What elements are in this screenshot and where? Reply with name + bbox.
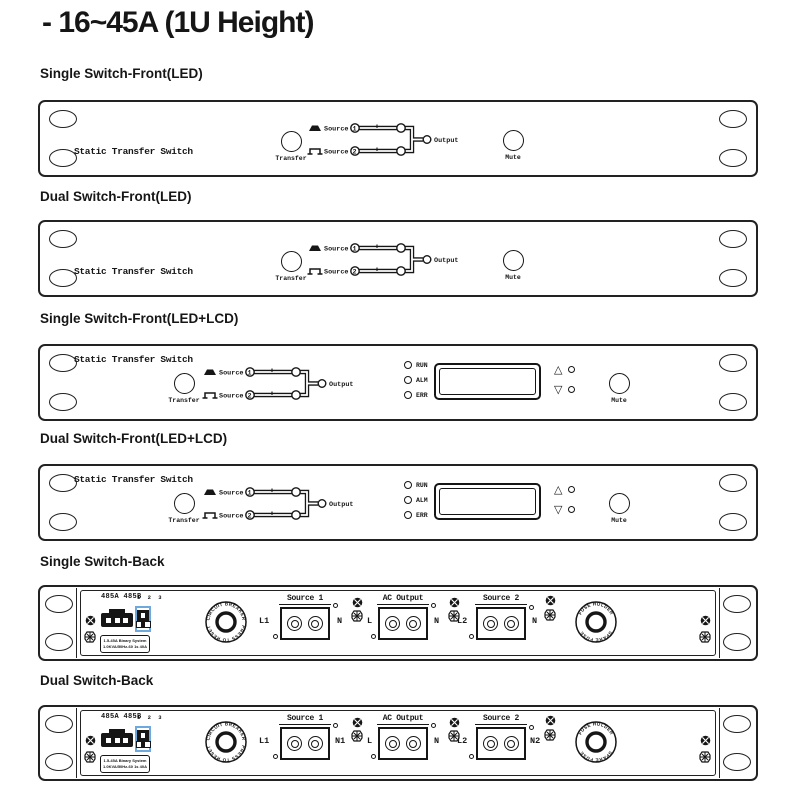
source2-label: Source 2 (324, 268, 357, 277)
source1-label: Source 1 (219, 369, 252, 378)
mute-button (503, 130, 524, 151)
mute-label: Mute (505, 154, 521, 161)
mounting-hole-icon (49, 269, 77, 287)
source1-label: Source 1 (279, 714, 331, 725)
ac-output-label: AC Output (377, 594, 429, 605)
alm-led-label: ALM (416, 497, 428, 504)
terminal-l1-label: L1 (259, 616, 270, 626)
knurl-screw-icon (84, 751, 96, 763)
mounting-hole-icon (49, 513, 77, 531)
terminal-l2-label: L2 (457, 736, 468, 746)
lcd-display (434, 363, 541, 400)
mounting-hole-icon (719, 354, 747, 372)
mounting-hole-icon (45, 595, 73, 613)
output-label: Output (329, 501, 354, 509)
section-heading-single-front-ledlcd: Single Switch-Front(LED+LCD) (40, 311, 239, 326)
device-name: Static Transfer Switch (74, 266, 193, 277)
terminal-n-label: N (434, 616, 440, 626)
mute-label: Mute (611, 517, 627, 524)
source2-icon (203, 393, 218, 398)
section-heading-single-front-led: Single Switch-Front(LED) (40, 66, 203, 81)
mounting-hole-icon (719, 269, 747, 287)
dip-switch (135, 726, 151, 752)
screw-hole-icon (469, 754, 474, 759)
fuse-text-top: FUSE HOLDER (577, 721, 615, 736)
rating-line2: 1.0KVA/50Hz-60 1s 40A (103, 764, 147, 769)
knurl-screw-icon (84, 631, 96, 643)
mimic-diagram (306, 118, 476, 164)
terminal-l-label: L (367, 616, 373, 626)
rs485-port-icon (101, 613, 133, 627)
screw-icon (449, 597, 460, 608)
section-heading-single-back: Single Switch-Back (40, 554, 165, 569)
mute-button (609, 493, 630, 514)
err-led-icon (404, 511, 412, 519)
source2-icon (308, 149, 323, 154)
source2-icon (308, 269, 323, 274)
screw-icon (449, 717, 460, 728)
alm-led-icon (404, 376, 412, 384)
source1-icon (309, 246, 321, 252)
screw-hole-icon (273, 634, 278, 639)
breaker-text-bottom: PRESS TO RESET (205, 744, 247, 763)
down-button (568, 506, 575, 513)
device-name: Static Transfer Switch (74, 474, 193, 485)
breaker-text-top: CIRCUIT BREAKER (205, 601, 247, 621)
mounting-hole-icon (49, 110, 77, 128)
source2-label: Source 2 (324, 148, 357, 157)
mounting-hole-icon (719, 110, 747, 128)
terminal-block-ac-output (378, 594, 428, 640)
screw-icon (352, 717, 363, 728)
mute-label: Mute (611, 397, 627, 404)
mounting-hole-icon (723, 633, 751, 651)
fuse-text-top: FUSE HOLDER (577, 601, 615, 616)
source1-label: Source 1 (279, 594, 331, 605)
mounting-hole-icon (719, 474, 747, 492)
terminal-block-source2 (476, 714, 526, 760)
terminal-l-label: L (367, 736, 373, 746)
fuse-text-bottom: SPARE FUSE (578, 750, 614, 763)
screw-hole-icon (333, 603, 338, 608)
source2-label: Source 2 (219, 392, 252, 401)
source1-icon (309, 126, 321, 132)
back-chassis (80, 710, 716, 776)
terminal-icon (483, 616, 498, 631)
run-led-label: RUN (416, 362, 428, 369)
terminal-block-source2 (476, 594, 526, 640)
knurl-screw-icon (544, 729, 556, 741)
transfer-button (174, 373, 195, 394)
rating-label (100, 755, 150, 773)
device-name: Static Transfer Switch (74, 354, 193, 365)
source1-label: Source 1 (324, 125, 357, 134)
mounting-hole-icon (49, 474, 77, 492)
mounting-hole-icon (49, 149, 77, 167)
transfer-button (281, 251, 302, 272)
circuit-breaker (204, 600, 248, 644)
circuit-breaker (204, 720, 248, 764)
terminal-icon (504, 616, 519, 631)
transfer-label: Transfer (168, 397, 200, 404)
screw-hole-icon (529, 725, 534, 730)
mounting-hole-icon (49, 230, 77, 248)
up-icon: △ (554, 363, 563, 376)
transfer-button (174, 493, 195, 514)
terminal-l2-label: L2 (457, 616, 468, 626)
knurl-screw-icon (351, 610, 363, 622)
rs485-label: 485A 485B (101, 713, 142, 721)
transfer-label: Transfer (275, 275, 307, 282)
up-button (568, 366, 575, 373)
mute-button (609, 373, 630, 394)
mounting-hole-icon (723, 715, 751, 733)
terminal-block-ac-output (378, 714, 428, 760)
page-title: - 16~45A (1U Height) (42, 6, 314, 39)
output-label: Output (434, 257, 459, 265)
section-heading-dual-back: Dual Switch-Back (40, 673, 154, 688)
terminal-n-label: N (337, 616, 343, 626)
knurl-screw-icon (544, 609, 556, 621)
back-chassis (80, 590, 716, 656)
rating-label (100, 635, 150, 653)
terminal-block-source1 (280, 594, 330, 640)
ear-divider (76, 708, 77, 778)
terminal-n-label: N (532, 616, 538, 626)
terminal-n2-label: N2 (530, 736, 541, 746)
down-button (568, 386, 575, 393)
screw-icon (700, 735, 711, 746)
alm-led-label: ALM (416, 377, 428, 384)
source2-label: Source 2 (475, 714, 527, 725)
mimic-diagram (201, 362, 371, 408)
source1-label: Source 1 (219, 489, 252, 498)
lcd-screen (439, 488, 536, 515)
mounting-hole-icon (45, 715, 73, 733)
source1-icon (204, 370, 216, 376)
mounting-hole-icon (719, 149, 747, 167)
source2-icon (203, 513, 218, 518)
terminal-icon (504, 736, 519, 751)
fuse-text-bottom: SPARE FUSE (578, 630, 614, 643)
err-led-label: ERR (416, 512, 428, 519)
screw-hole-icon (371, 634, 376, 639)
mounting-hole-icon (45, 753, 73, 771)
ear-divider (76, 588, 77, 658)
lcd-screen (439, 368, 536, 395)
mounting-hole-icon (719, 513, 747, 531)
screw-icon (85, 735, 96, 746)
ear-divider (719, 588, 720, 658)
err-led-icon (404, 391, 412, 399)
err-led-label: ERR (416, 392, 428, 399)
mounting-hole-icon (49, 354, 77, 372)
rating-line1: 1.5-45A Binary System (103, 758, 147, 763)
screw-hole-icon (469, 634, 474, 639)
screw-hole-icon (333, 723, 338, 728)
ear-divider (719, 708, 720, 778)
run-led-icon (404, 481, 412, 489)
terminal-icon (308, 736, 323, 751)
down-icon: ▽ (554, 503, 563, 516)
mounting-hole-icon (45, 633, 73, 651)
source2-label: Source 2 (475, 594, 527, 605)
run-led-icon (404, 361, 412, 369)
panel-single-front-led (38, 100, 758, 177)
screw-icon (85, 615, 96, 626)
rs485-label: 485A 485B (101, 593, 142, 601)
fuse-holder (574, 720, 618, 764)
source1-icon (204, 490, 216, 496)
terminal-n-label: N (434, 736, 440, 746)
source1-label: Source 1 (324, 245, 357, 254)
screw-hole-icon (431, 603, 436, 608)
terminal-l1-label: L1 (259, 736, 270, 746)
source2-label: Source 2 (219, 512, 252, 521)
mounting-hole-icon (49, 393, 77, 411)
terminal-icon (287, 616, 302, 631)
terminal-n1-label: N1 (335, 736, 346, 746)
panel-dual-front-ledlcd (38, 464, 758, 541)
knurl-screw-icon (351, 730, 363, 742)
screw-hole-icon (273, 754, 278, 759)
knurl-screw-icon (699, 751, 711, 763)
down-icon: ▽ (554, 383, 563, 396)
mute-button (503, 250, 524, 271)
output-label: Output (329, 381, 354, 389)
rs485-port-icon (101, 733, 133, 747)
panel-single-front-ledlcd (38, 344, 758, 421)
terminal-icon (308, 616, 323, 631)
dip-numbers: 1 2 3 (137, 714, 164, 721)
rating-line2: 1.0KVA/50Hz-60 1s 40A (103, 644, 147, 649)
transfer-label: Transfer (168, 517, 200, 524)
dip-switch (135, 606, 151, 632)
terminal-icon (385, 616, 400, 631)
transfer-button (281, 131, 302, 152)
terminal-icon (385, 736, 400, 751)
run-led-label: RUN (416, 482, 428, 489)
screw-hole-icon (371, 754, 376, 759)
panel-single-back (38, 585, 758, 661)
terminal-icon (287, 736, 302, 751)
transfer-label: Transfer (275, 155, 307, 162)
screw-icon (352, 597, 363, 608)
section-heading-dual-front-led: Dual Switch-Front(LED) (40, 189, 192, 204)
knurl-screw-icon (699, 631, 711, 643)
mimic-diagram (306, 238, 476, 284)
alm-led-icon (404, 496, 412, 504)
screw-hole-icon (529, 605, 534, 610)
mounting-hole-icon (723, 595, 751, 613)
ac-output-label: AC Output (377, 714, 429, 725)
breaker-text-top: CIRCUIT BREAKER (205, 721, 247, 741)
screw-icon (545, 715, 556, 726)
dip-numbers: 1 2 3 (137, 594, 164, 601)
terminal-block-source1 (280, 714, 330, 760)
screw-icon (700, 615, 711, 626)
terminal-icon (406, 736, 421, 751)
mimic-diagram (201, 482, 371, 528)
mounting-hole-icon (719, 230, 747, 248)
terminal-icon (483, 736, 498, 751)
output-label: Output (434, 137, 459, 145)
fuse-holder (574, 600, 618, 644)
mounting-hole-icon (719, 393, 747, 411)
mute-label: Mute (505, 274, 521, 281)
terminal-icon (406, 616, 421, 631)
panel-dual-back (38, 705, 758, 781)
panel-dual-front-led (38, 220, 758, 297)
mounting-hole-icon (723, 753, 751, 771)
device-name: Static Transfer Switch (74, 146, 193, 157)
screw-hole-icon (431, 723, 436, 728)
up-icon: △ (554, 483, 563, 496)
breaker-text-bottom: PRESS TO RESET (205, 624, 247, 643)
section-heading-dual-front-ledlcd: Dual Switch-Front(LED+LCD) (40, 431, 228, 446)
up-button (568, 486, 575, 493)
screw-icon (545, 595, 556, 606)
rating-line1: 1.5-45A Binary System (103, 638, 147, 643)
lcd-display (434, 483, 541, 520)
